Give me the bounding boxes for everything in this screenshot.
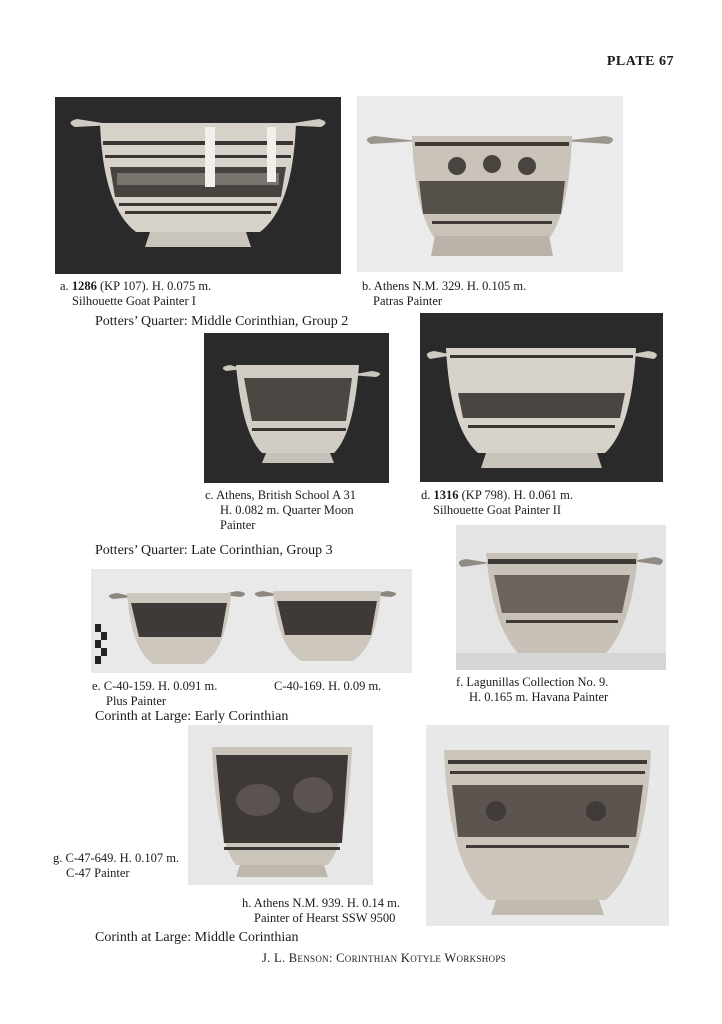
footer-separator: : [328,951,337,965]
footer-author: J. L. Benson [262,951,329,965]
caption-h: h. Athens N.M. 939. H. 0.14 m. Painter of Hearst SSW 9500 [242,896,400,925]
section-heading-middle-corinthian-group-2: Potters’ Quarter: Middle Corinthian, Group 2 [95,314,349,329]
caption-e-second: C-40-169. H. 0.09 m. [274,679,382,693]
photo-h-kotyle [426,725,669,926]
photo-g-kotyle [188,725,373,885]
photo-a-kotyle [55,97,341,274]
photo-f-kotyle [456,525,666,670]
caption-d: d. 1316 (KP 798). H. 0.061 m. Silhouette Goat Painter II [421,488,573,517]
caption-e: e. C-40-159. H. 0.091 m. Plus Painter [92,679,218,708]
plate-number: PLATE 67 [606,54,674,69]
section-heading-middle-corinthian: Corinth at Large: Middle Corinthian [95,930,299,945]
photo-b-kotyle [357,96,623,272]
caption-c: c. Athens, British School A 31 H. 0.082 m. Quarter Moon Painter [205,488,357,532]
section-heading-early-corinthian: Corinth at Large: Early Corinthian [95,709,289,724]
caption-b: b. Athens N.M. 329. H. 0.105 m. Patras Painter [362,279,527,308]
photo-c-kotyle [204,333,389,483]
running-footer [262,951,506,966]
section-heading-late-corinthian-group-3: Potters’ Quarter: Late Corinthian, Group 3 [95,543,333,558]
caption-g: g. C-47-649. H. 0.107 m. C-47 Painter [53,851,180,880]
footer-title: Corinthian Kotyle Workshops [336,951,506,965]
caption-f: f. Lagunillas Collection No. 9. H. 0.165 m. Havana Painter [456,675,609,704]
photo-d-kotyle [420,313,663,482]
caption-a: a. 1286 (KP 107). H. 0.075 m. Silhouette Goat Painter I [60,279,212,308]
photo-e-kotylai-pair [91,569,412,673]
